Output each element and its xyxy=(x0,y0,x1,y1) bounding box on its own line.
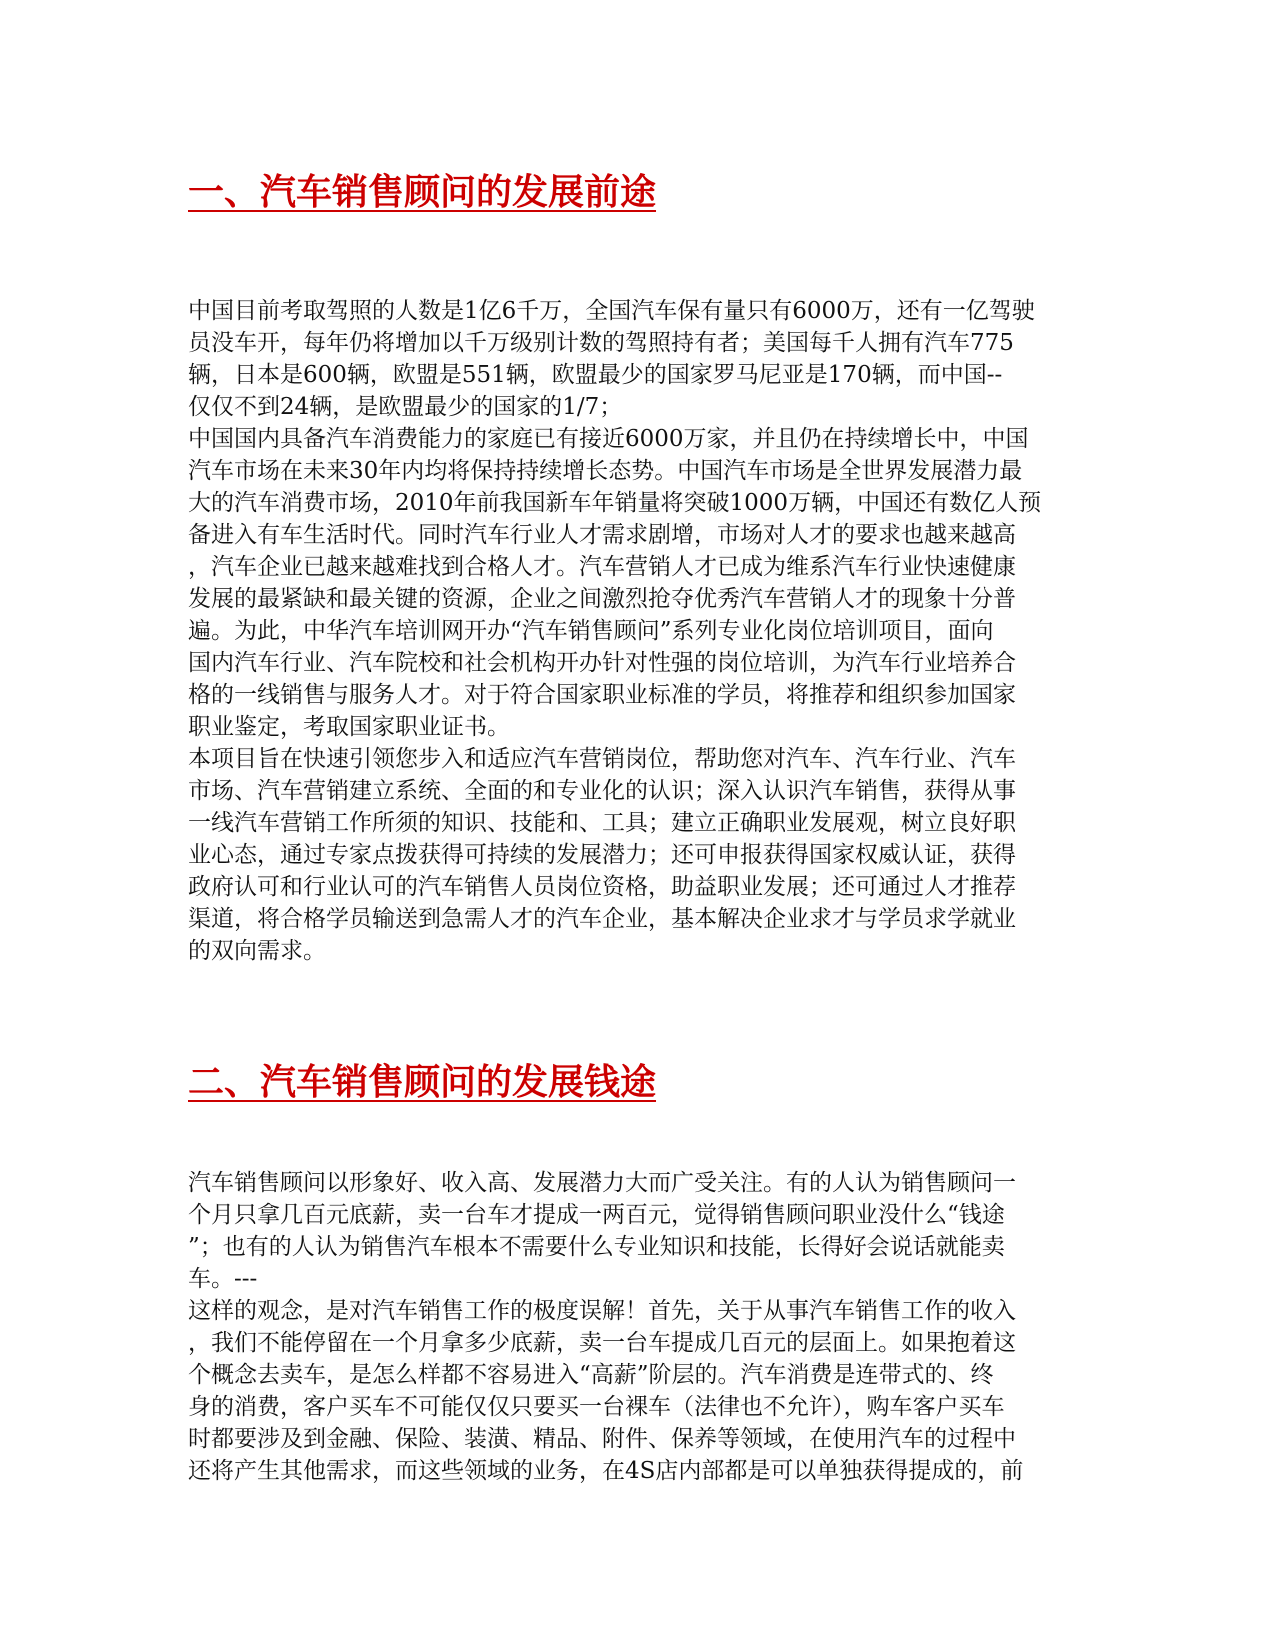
text-line: 中国国内具备汽车消费能力的家庭已有接近6000万家，并且仍在持续增长中，中国 xyxy=(188,426,1029,452)
text-line: 汽车市场在未来30年内均将保持持续增长态势。中国汽车市场是全世界发展潜力最 xyxy=(188,458,1023,484)
text-line: 还将产生其他需求，而这些领域的业务，在4S店内部都是可以单独获得提成的，前 xyxy=(188,1458,1024,1484)
text-line: 市场、汽车营销建立系统、全面的和专业化的认识；深入认识汽车销售，获得从事 xyxy=(188,778,1016,804)
text-line: 时都要涉及到金融、保险、装潢、精品、附件、保养等领域，在使用汽车的过程中 xyxy=(188,1426,1016,1452)
text-line: 仅仅不到24辆，是欧盟最少的国家的1/7； xyxy=(188,394,623,420)
text-line: 国内汽车行业、汽车院校和社会机构开办针对性强的岗位培训，为汽车行业培养合 xyxy=(188,650,1016,676)
text-line: 政府认可和行业认可的汽车销售人员岗位资格，助益职业发展；还可通过人才推荐 xyxy=(188,874,1016,900)
text-line: 个月只拿几百元底薪，卖一台车才提成一两百元，觉得销售顾问职业没什么“钱途 xyxy=(188,1202,1005,1228)
text-line: 职业鉴定，考取国家职业证书。 xyxy=(188,714,510,740)
text-line: 汽车销售顾问以形象好、收入高、发展潜力大而广受关注。有的人认为销售顾问一 xyxy=(188,1170,1016,1196)
text-line: 格的一线销售与服务人才。对于符合国家职业标准的学员，将推荐和组织参加国家 xyxy=(188,682,1016,708)
section-heading-2: 二、汽车销售顾问的发展钱途 xyxy=(188,1061,657,1103)
text-line: 发展的最紧缺和最关键的资源，企业之间激烈抢夺优秀汽车营销人才的现象十分普 xyxy=(188,586,1016,612)
text-line: 一线汽车营销工作所须的知识、技能和、工具；建立正确职业发展观，树立良好职 xyxy=(188,810,1016,836)
text-line: 个概念去卖车，是怎么样都不容易进入“高薪”阶层的。汽车消费是连带式的、终 xyxy=(188,1362,994,1388)
text-line: 身的消费，客户买车不可能仅仅只要买一台裸车（法律也不允许），购车客户买车 xyxy=(188,1394,1005,1420)
text-line: 员没车开，每年仍将增加以千万级别计数的驾照持有者；美国每千人拥有汽车775 xyxy=(188,330,1014,356)
text-line: 辆，日本是600辆，欧盟是551辆，欧盟最少的国家罗马尼亚是170辆，而中国-- xyxy=(188,362,1003,388)
text-line: ，我们不能停留在一个月拿多少底薪，卖一台车提成几百元的层面上。如果抱着这 xyxy=(188,1330,1016,1356)
text-line: 中国目前考取驾照的人数是1亿6千万，全国汽车保有量只有6000万，还有一亿驾驶 xyxy=(188,298,1035,324)
text-line: 备进入有车生活时代。同时汽车行业人才需求剧增，市场对人才的要求也越来越高 xyxy=(188,522,1016,548)
text-line: 渠道，将合格学员输送到急需人才的汽车企业，基本解决企业求才与学员求学就业 xyxy=(188,906,1016,932)
text-line: 遍。为此，中华汽车培训网开办“汽车销售顾问”系列专业化岗位培训项目，面向 xyxy=(188,618,994,644)
section-heading-1: 一、汽车销售顾问的发展前途 xyxy=(188,171,657,213)
text-line: ”；也有的人认为销售汽车根本不需要什么专业知识和技能，长得好会说话就能卖 xyxy=(188,1234,1005,1260)
text-line: 这样的观念，是对汽车销售工作的极度误解！首先，关于从事汽车销售工作的收入 xyxy=(188,1298,1016,1324)
text-line: 业心态，通过专家点拨获得可持续的发展潜力；还可申报获得国家权威认证，获得 xyxy=(188,842,1016,868)
section-2-body xyxy=(188,1167,1088,1487)
text-line: 的双向需求。 xyxy=(188,938,326,964)
section-1-body xyxy=(188,295,1088,967)
text-line: 大的汽车消费市场，2010年前我国新车年销量将突破1000万辆，中国还有数亿人预 xyxy=(188,490,1042,516)
text-line: ，汽车企业已越来越难找到合格人才。汽车营销人才已成为维系汽车行业快速健康 xyxy=(188,554,1016,580)
text-line: 车。--- xyxy=(188,1266,258,1292)
text-line: 本项目旨在快速引领您步入和适应汽车营销岗位，帮助您对汽车、汽车行业、汽车 xyxy=(188,746,1016,772)
